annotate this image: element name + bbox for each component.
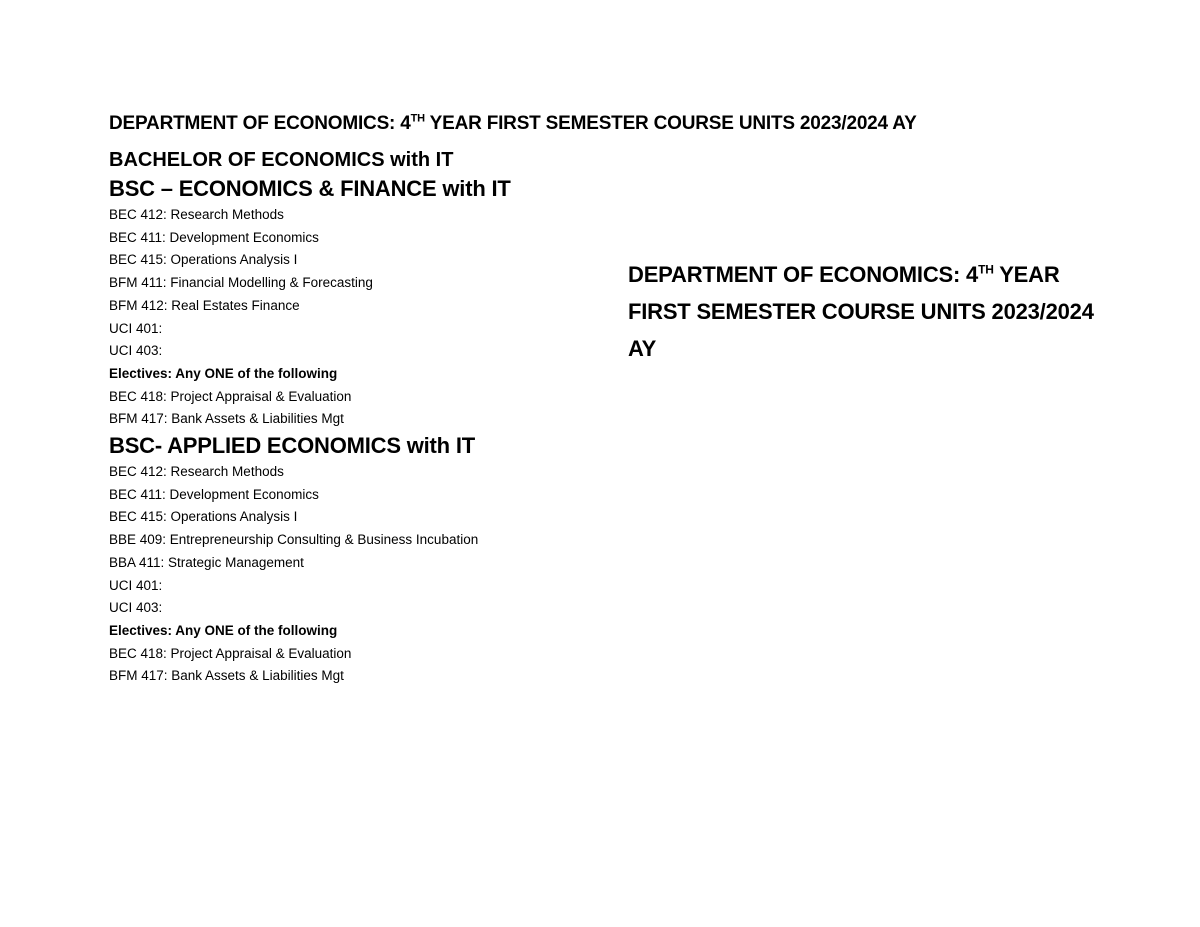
ghost-text: BACHELOR OF ECONOMICS with IT: [109, 149, 454, 171]
side-title-line-2: FIRST SEMESTER COURSE UNITS 2023/2024: [628, 299, 1094, 324]
programme-heading: BSC – ECONOMICS & FINANCE with IT: [109, 176, 511, 201]
page-title: [109, 113, 917, 135]
page-title-text-end: YEAR FIRST SEMESTER COURSE UNITS 2023/2024 AY: [424, 113, 917, 134]
course-item: BBE 409: Entrepreneurship Consulting & Business Incubation: [109, 532, 479, 548]
course-item: UCI 401:: [109, 577, 163, 593]
side-title-text-end: YEAR: [993, 262, 1060, 287]
programme-applied-economics: [109, 431, 589, 688]
course-item: BBA 411: Strategic Management: [109, 554, 304, 570]
course-item: BEC 411: Development Economics: [109, 486, 319, 502]
side-title-text: DEPARTMENT OF ECONOMICS: 4: [628, 262, 979, 287]
page-title-superscript: TH: [410, 112, 425, 125]
course-item: UCI 403:: [109, 343, 163, 359]
page-title-text: DEPARTMENT OF ECONOMICS: 4: [109, 113, 411, 134]
course-item: BEC 415: Operations Analysis I: [109, 252, 298, 268]
course-item: BEC 411: Development Economics: [109, 229, 319, 245]
elective-item: BFM 417: Bank Assets & Liabilities Mgt: [109, 411, 344, 427]
side-title-line-3: AY: [628, 336, 657, 361]
course-item: BEC 412: Research Methods: [109, 464, 284, 480]
elective-item: BEC 418: Project Appraisal & Evaluation: [109, 645, 352, 661]
electives-label: Electives: Any ONE of the following: [109, 622, 338, 638]
side-title: [628, 256, 1118, 367]
course-item: BEC 412: Research Methods: [109, 207, 284, 222]
programme-column: [109, 174, 589, 688]
elective-item: BEC 418: Project Appraisal & Evaluation: [109, 388, 352, 404]
elective-item: BFM 417: Bank Assets & Liabilities Mgt: [109, 668, 344, 684]
side-title-superscript: TH: [978, 262, 994, 277]
electives-label: Electives: Any ONE of the following: [109, 365, 338, 381]
side-title-line-1: [628, 256, 1118, 293]
course-item: BEC 415: Operations Analysis I: [109, 509, 298, 525]
programme-economics-finance: [109, 174, 589, 431]
course-item: BFM 411: Financial Modelling & Forecasting: [109, 275, 373, 291]
course-list: [109, 204, 589, 431]
course-item: UCI 403:: [109, 600, 163, 616]
clipped-ghost-text: [109, 149, 499, 171]
course-item: UCI 401:: [109, 320, 163, 336]
course-list: [109, 461, 589, 688]
programme-heading: BSC- APPLIED ECONOMICS with IT: [109, 433, 475, 459]
course-item: BFM 412: Real Estates Finance: [109, 297, 300, 313]
